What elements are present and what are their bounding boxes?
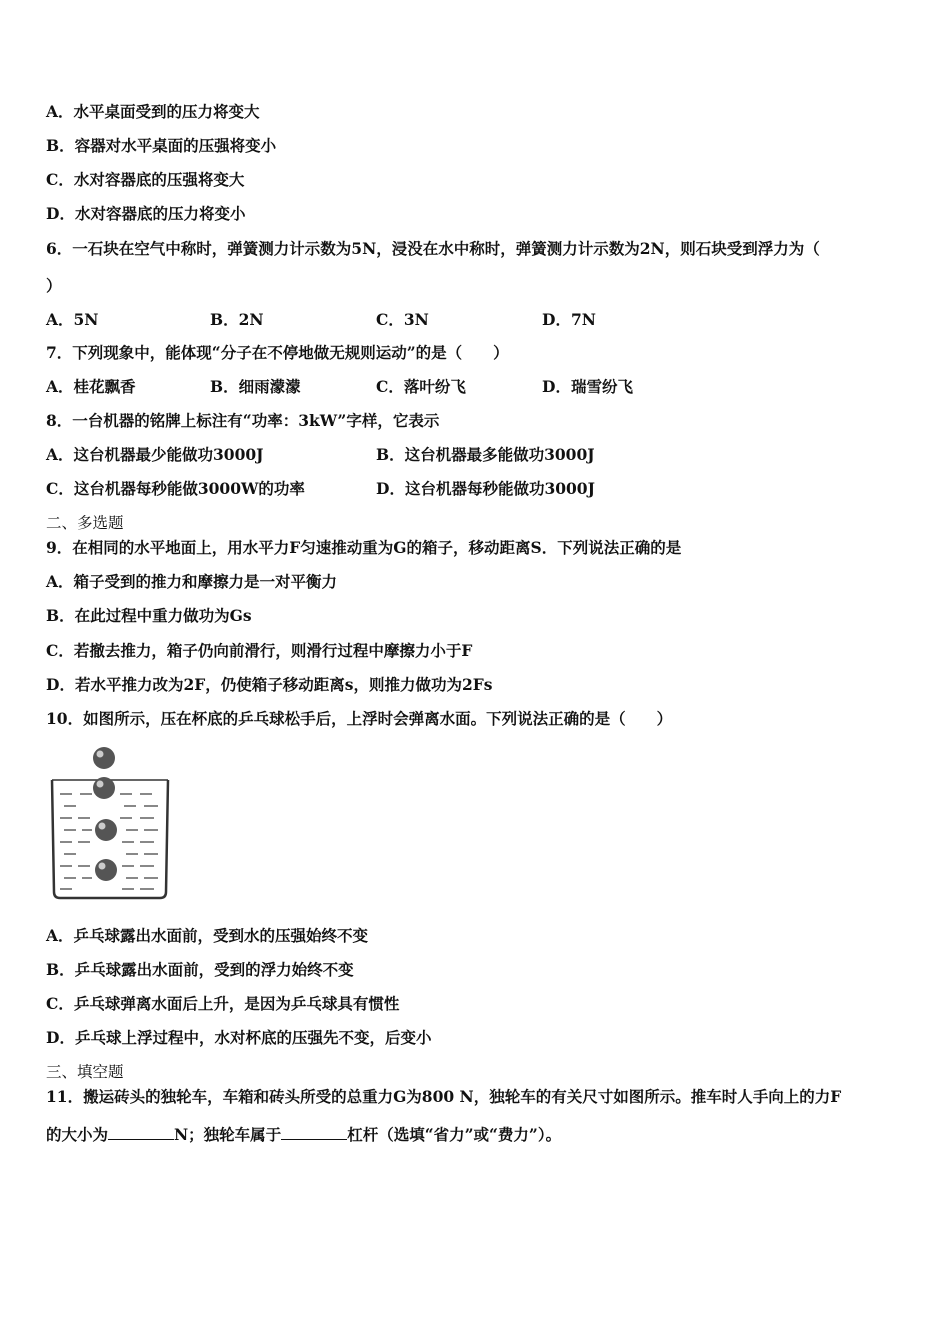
q7-stem: 7．下列现象中，能体现“分子在不停地做无规则运动”的是（ ） [46, 343, 509, 362]
q6-stem: 6．一石块在空气中称时，弹簧测力计示数为5N，浸没在水中称时，弹簧测力计示数为2N，则石块受到浮力为（ [46, 239, 820, 258]
q11-answer-blank-2[interactable] [281, 1125, 347, 1140]
q11-stem-line1: 11．搬运砖头的独轮车，车箱和砖头所受的总重力G为800 N，独轮车的有关尺寸如图所示。推车时人手向上的力F [46, 1087, 842, 1106]
beaker-pingpong-figure [48, 742, 172, 904]
q9-option-d: D．若水平推力改为2F，仍使箱子移动距离s，则推力做功为2Fs [46, 675, 493, 694]
q5-option-d: D．水对容器底的压力将变小 [46, 204, 246, 223]
q5-option-a: A．水平桌面受到的压力将变大 [46, 102, 260, 121]
q10-option-b: B．乒乓球露出水面前，受到的浮力始终不变 [46, 960, 354, 979]
q8-stem: 8．一台机器的铭牌上标注有“功率：3kW”字样，它表示 [46, 411, 440, 430]
q11-answer-blank-1[interactable] [108, 1125, 174, 1140]
q11-text-b: N；独轮车属于 [174, 1125, 282, 1144]
q6-option-c: C．3N [376, 310, 429, 329]
pingpong-ball-bottom [95, 859, 117, 881]
pingpong-ball-middle [95, 819, 117, 841]
q11-stem-line2 [46, 1125, 561, 1145]
q10-option-d: D．乒乓球上浮过程中，水对杯底的压强先不变，后变小 [46, 1028, 432, 1047]
q6-option-a: A．5N [46, 310, 99, 329]
q8-option-b: B．这台机器最多能做功3000J [376, 445, 595, 464]
q6-stem-end: ） [46, 276, 62, 295]
q9-option-c: C．若撤去推力，箱子仍向前滑行，则滑行过程中摩擦力小于F [46, 641, 473, 660]
q11-text-c: 杠杆（选填“省力”或“费力”）。 [347, 1125, 562, 1144]
q7-option-b: B．细雨濛濛 [210, 377, 301, 396]
q7-option-a: A．桂花飘香 [46, 377, 136, 396]
q7-option-c: C．落叶纷飞 [376, 377, 466, 396]
q10-option-c: C．乒乓球弹离水面后上升，是因为乒乓球具有惯性 [46, 994, 400, 1013]
q9-option-b: B．在此过程中重力做功为Gs [46, 606, 252, 625]
q10-stem: 10．如图所示，压在杯底的乒乓球松手后，上浮时会弹离水面。下列说法正确的是（ ） [46, 709, 673, 728]
q8-option-d: D．这台机器每秒能做功3000J [376, 479, 595, 498]
q9-option-a: A．箱子受到的推力和摩擦力是一对平衡力 [46, 572, 338, 591]
pingpong-ball-top [93, 747, 115, 769]
section-heading-fill-in: 三、填空题 [46, 1063, 124, 1081]
q5-option-c: C．水对容器底的压强将变大 [46, 170, 245, 189]
q11-text-a: 的大小为 [46, 1125, 109, 1144]
q8-option-c: C．这台机器每秒能做3000W的功率 [46, 479, 305, 498]
q6-option-b: B．2N [210, 310, 264, 329]
q9-stem: 9．在相同的水平地面上，用水平力F匀速推动重为G的箱子，移动距离S．下列说法正确的是 [46, 538, 682, 557]
section-heading-multiple-choice: 二、多选题 [46, 514, 124, 532]
q6-option-d: D．7N [542, 310, 596, 329]
q10-option-a: A．乒乓球露出水面前，受到水的压强始终不变 [46, 926, 369, 945]
q7-option-d: D．瑞雪纷飞 [542, 377, 633, 396]
pingpong-ball-surface [93, 777, 115, 799]
q5-option-b: B．容器对水平桌面的压强将变小 [46, 136, 277, 155]
q8-option-a: A．这台机器最少能做功3000J [46, 445, 264, 464]
